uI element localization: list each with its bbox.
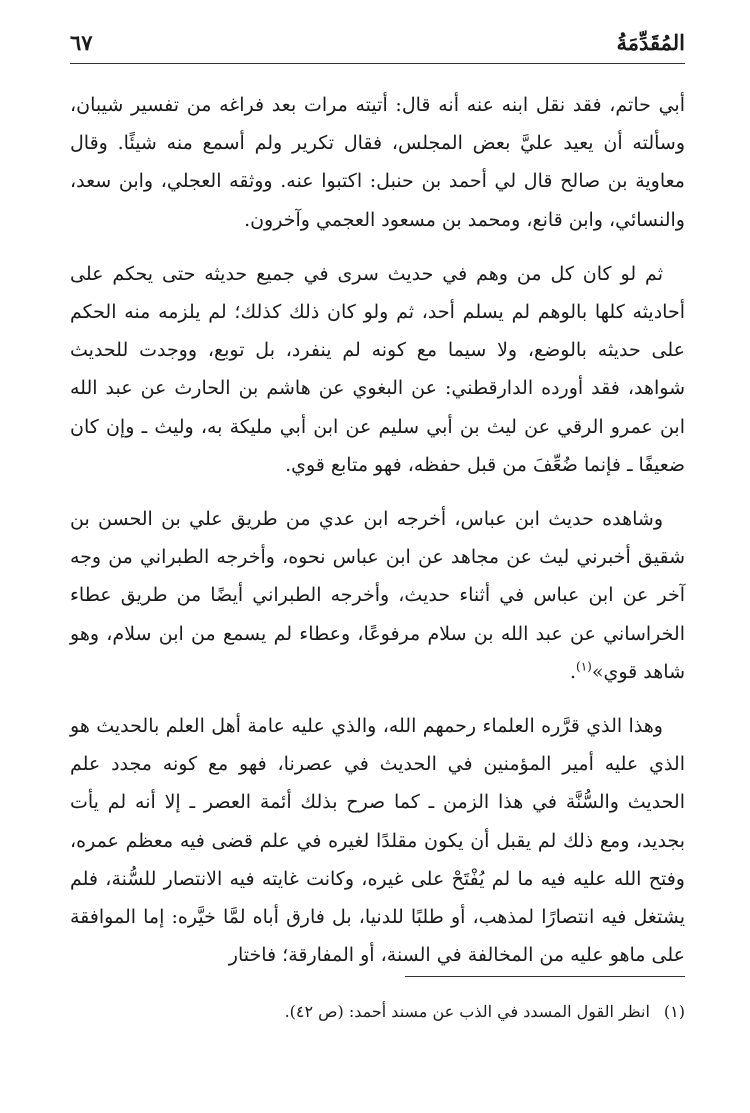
footnote	[70, 1000, 685, 1024]
page-number: ٦٧	[70, 30, 93, 55]
footnote-reference: (١)	[576, 659, 592, 674]
body-text	[70, 86, 685, 990]
paragraph-3	[70, 500, 685, 691]
footnote-text: انظر القول المسدد في الذب عن مسند أحمد: (ص ٤٢).	[284, 1002, 650, 1021]
page-header	[70, 30, 685, 64]
footnote-number: (١)	[663, 1002, 685, 1021]
header-rule	[70, 63, 685, 64]
paragraph-1: أبي حاتم، فقد نقل ابنه عنه أنه قال: أتيته مرات بعد فراغه من تفسير شيبان، وسألته أن يعيد عليَّ بعض المجلس، فقال تكرير ولم أسمع منه شيئًا. وقال معاوية بن صالح قال لي أحمد بن حنبل: اكتبوا عنه. ووثقه العجلي، وابن سعد، والنسائي، وابن قانع، ومحمد بن مسعود العجمي وآخرون.	[70, 94, 685, 231]
paragraph-2: ثم لو كان كل من وهم في حديث سرى في جميع حديثه حتى يحكم على أحاديثه كلها بالوهم لم يسلم أحد، ثم ولو كان ذلك كذلك؛ لم يلزمه منه الحكم على حديثه بالوضع، ولا سيما مع كونه لم ينفرد، بل توبع، ووجدت للحديث شواهد، فقد أورده الدارقطني: عن البغوي عن هاشم بن الحارث عن عبد الله ابن عمرو الرقي عن ليث بن أبي سليم عن ابن أبي مليكة به، وليث ـ وإن كان ضعيفًا ـ فإنما ضُعِّفَ من قبل حفظه، فهو متابع قوي.	[70, 262, 685, 476]
paragraph-3-text: وشاهده حديث ابن عباس، أخرجه ابن عدي من طريق علي بن الحسن بن شقيق أخبرني ليث عن مجاهد عن ابن عباس نحوه، وأخرجه الطبراني من وجه آخر عن ابن عباس في أثناء حديث، وأخرجه الطبراني أيضًا من طريق عطاء الخراساني عن عبد الله بن سلام مرفوعًا، وعطاء لم يسمع من ابن سلام، وهو شاهد قوي»	[70, 508, 685, 683]
paragraph-4: وهذا الذي قرَّره العلماء رحمهم الله، والذي عليه عامة أهل العلم بالحديث هو الذي عليه أمير المؤمنين في الحديث في عصرنا، فهو مع كونه مجدد علم الحديث والسُّنَّة في هذا الزمن ـ كما صرح بذلك أئمة العصر ـ إلا أنه لم يأت بجديد، ومع ذلك لم يقبل أن يكون مقلدًا لغيره في علم قضى فيه معظم عمره، وفتح الله عليه فيه ما لم يُفْتَحْ على غيره، وكانت غايته فيه الانتصار للسُّنة، فلم يشتغل فيه انتصارًا لمذهب، أو طلبًا للدنيا، بل فارق أباه لمَّا خيَّره: إما الموافقة على ماهو عليه من المخالفة في السنة، أو المفارقة؛ فاختار	[70, 715, 685, 967]
running-title: المُقَدِّمَةُ	[616, 30, 685, 55]
paragraph-3-tail: .	[569, 660, 577, 683]
footnote-rule	[405, 976, 685, 977]
